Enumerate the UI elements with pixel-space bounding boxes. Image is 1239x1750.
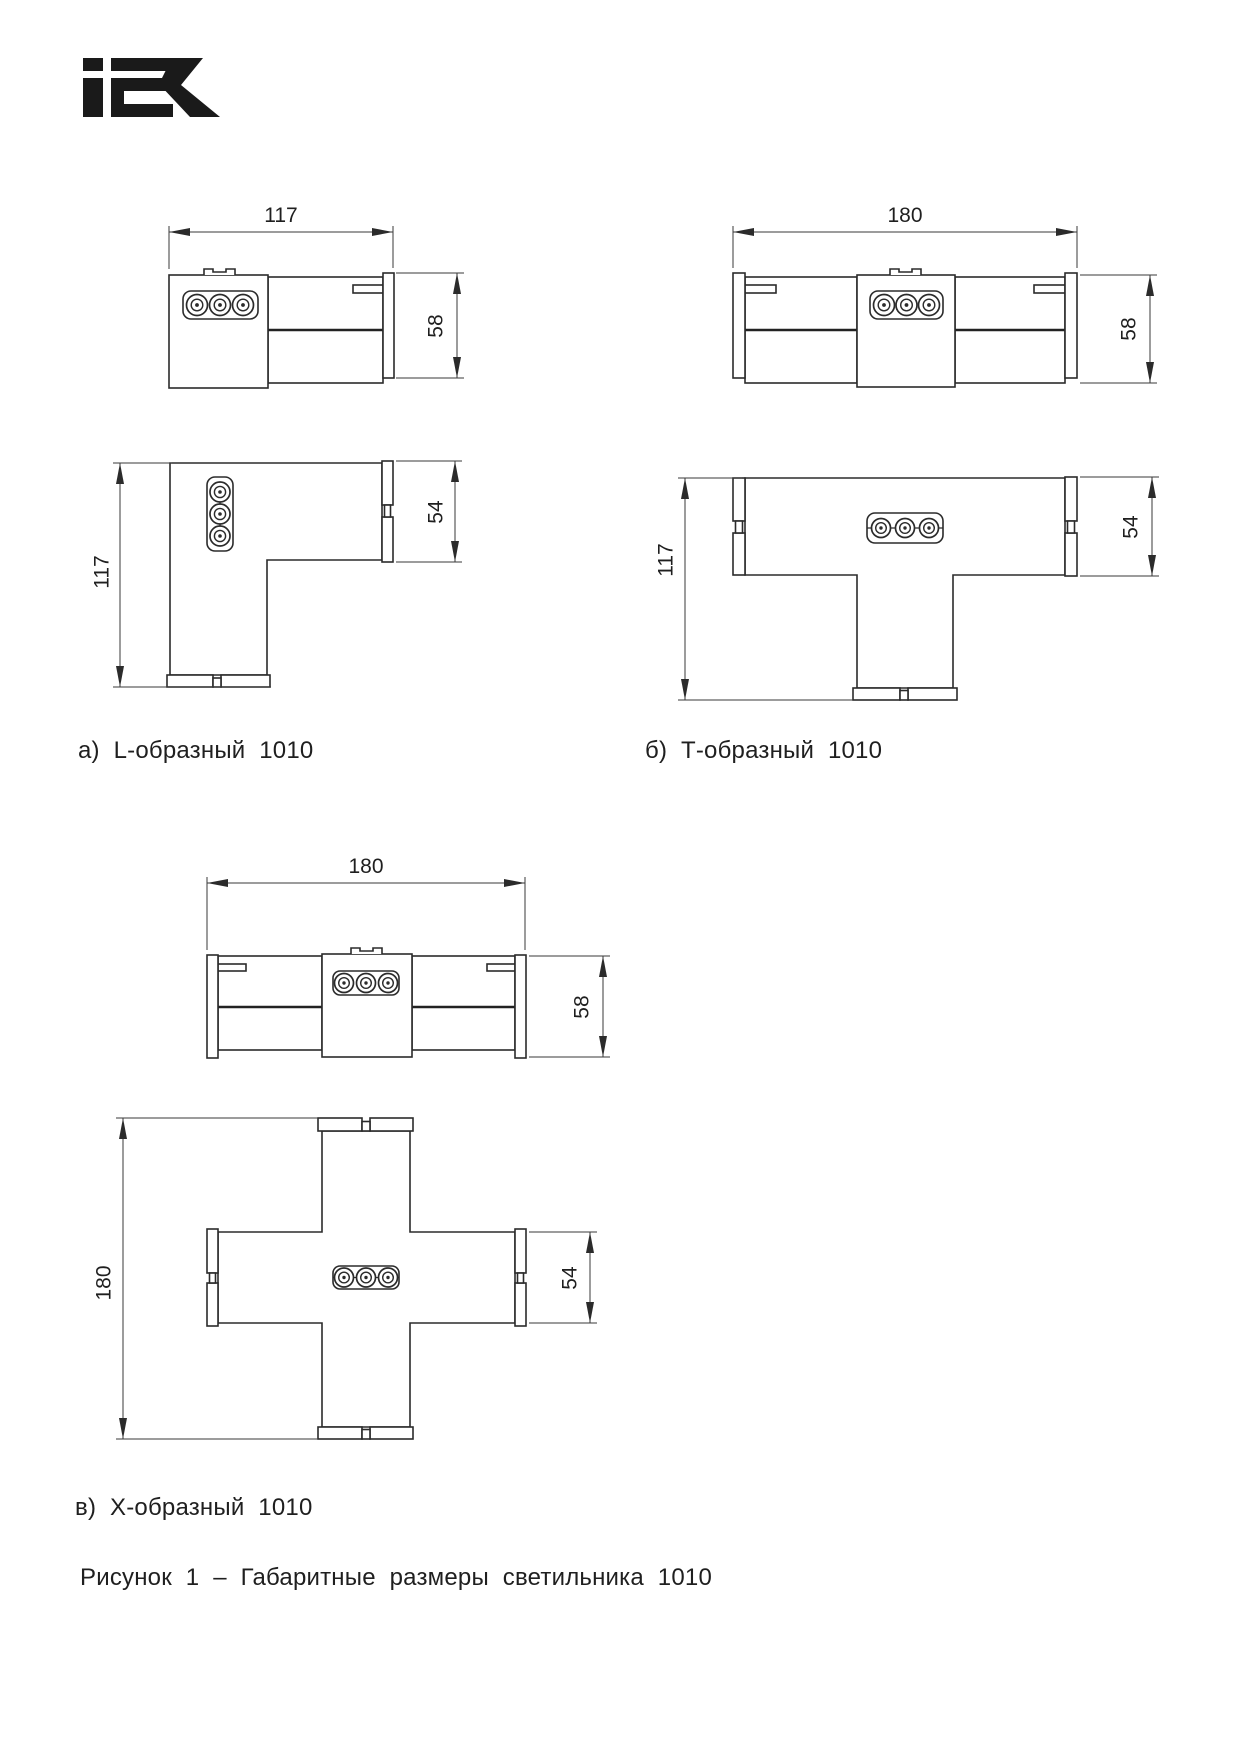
x-front-endcap-right <box>515 955 526 1058</box>
t-plan-view <box>733 477 1077 700</box>
dim-t-plan-width: 54 <box>1119 515 1143 539</box>
l-front-view <box>169 269 394 388</box>
x-front-connector-pins <box>335 974 398 993</box>
x-front-junction-block <box>322 954 412 1057</box>
dim-l-plan-width: 54 <box>424 500 448 524</box>
figure-caption: Рисунок 1 – Габаритные размеры светильника 1010 <box>80 1564 712 1591</box>
t-front-connector-pins <box>874 295 940 316</box>
dim-l-front-height: 58 <box>424 314 448 338</box>
l-plan-bottom-cap <box>167 675 213 687</box>
l-plan-right-cap <box>382 461 393 505</box>
x-plan-left-cap <box>207 1229 218 1273</box>
t-front-endcap-right <box>1065 273 1077 378</box>
x-front-clip <box>351 948 382 954</box>
l-front-connector-pins <box>187 295 254 316</box>
x-plan-bottom-cap <box>318 1427 362 1439</box>
l-plan-view <box>167 461 393 687</box>
t-plan-bottom-cap <box>853 688 900 700</box>
dim-t-plan-length: 117 <box>654 543 678 577</box>
caption-t-shape: б) Т-образный 1010 <box>645 737 883 764</box>
x-plan-top-cap <box>318 1118 362 1131</box>
dim-x-plan-width: 54 <box>558 1266 582 1290</box>
l-front-slot <box>353 285 383 293</box>
x-plan-connector-pins <box>333 1268 399 1287</box>
dim-x-front-length: 180 <box>348 855 384 878</box>
dim-x-plan-length: 180 <box>92 1265 116 1301</box>
l-front-endcap <box>383 273 394 378</box>
t-front-clip <box>890 269 921 275</box>
x-plan-right-cap <box>515 1229 526 1273</box>
dim-t-front-height: 58 <box>1117 317 1141 341</box>
l-plan-outline <box>170 463 382 675</box>
t-front-view <box>733 269 1077 387</box>
t-plan-left-cap <box>733 478 745 521</box>
dim-t-front-length: 180 <box>887 204 923 227</box>
x-front-endcap-left <box>207 955 218 1058</box>
t-plan-right-cap <box>1065 477 1077 521</box>
t-front-slot-left <box>745 285 776 293</box>
t-front-slot-right <box>1034 285 1065 293</box>
l-plan-connector-pins <box>210 482 230 546</box>
dim-l-plan-length: 117 <box>90 555 114 589</box>
l-front-clip <box>204 269 235 275</box>
x-front-slot-left <box>218 964 246 971</box>
caption-l-shape: а) L-образный 1010 <box>78 737 314 764</box>
x-shape-drawing <box>93 855 611 1439</box>
t-plan-connector-pins <box>867 519 943 538</box>
x-front-view <box>207 948 526 1058</box>
t-plan-outline <box>745 478 1065 688</box>
dim-x-front-height: 58 <box>570 995 594 1019</box>
caption-x-shape: в) X-образный 1010 <box>75 1494 313 1521</box>
x-plan-view <box>207 1118 526 1439</box>
dim-l-front-length: 117 <box>264 204 298 227</box>
x-front-slot-right <box>487 964 515 971</box>
l-shape-drawing <box>91 204 465 687</box>
t-front-endcap-left <box>733 273 745 378</box>
t-shape-drawing <box>655 204 1160 700</box>
